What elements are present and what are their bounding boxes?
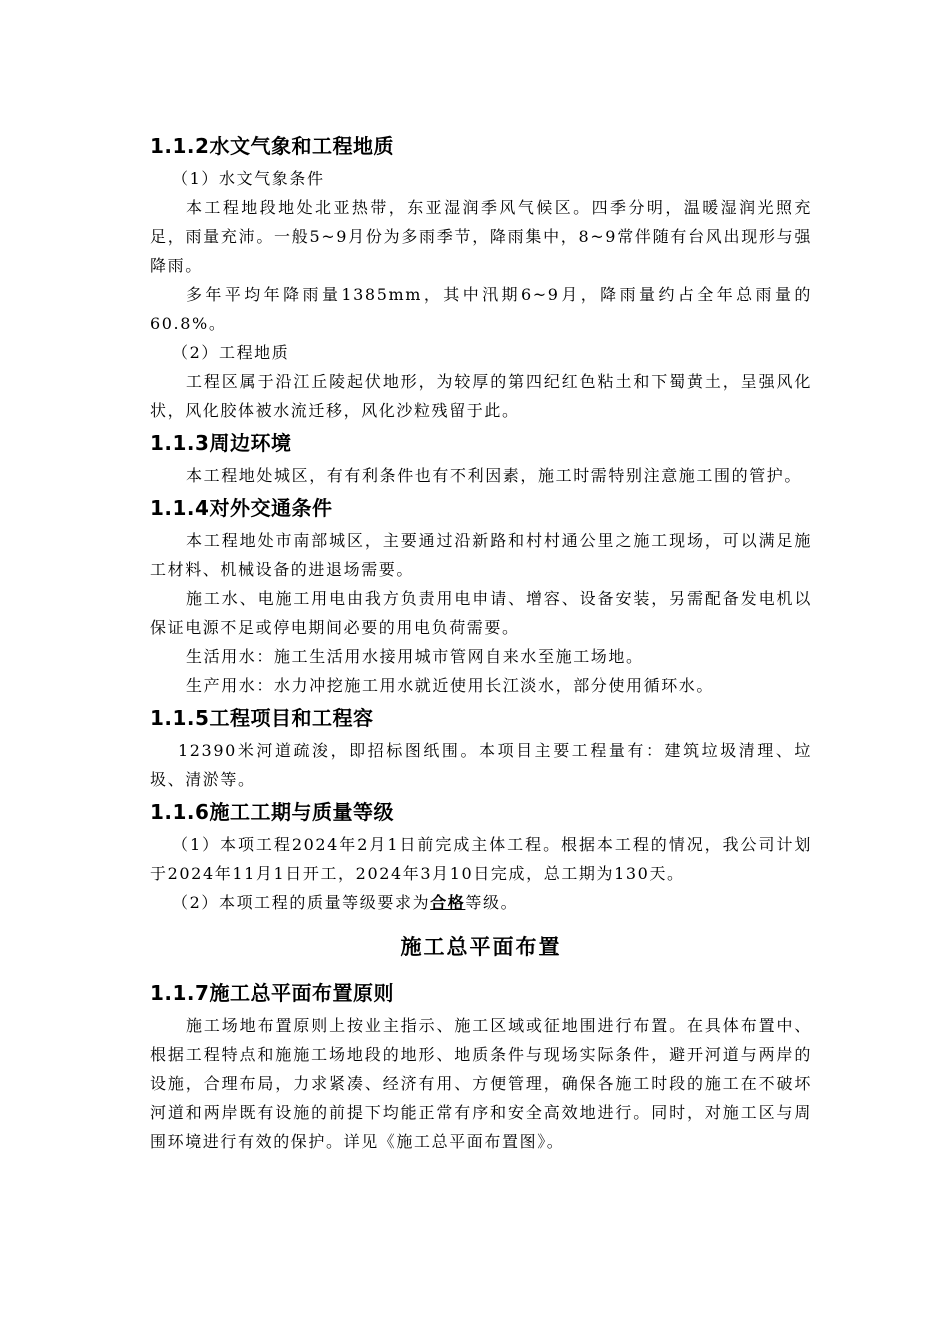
paragraph-rainfall: 多年平均年降雨量1385mm，其中汛期6~9月，降雨量约占全年总雨量的60.8%。 — [150, 285, 812, 333]
heading-1-1-5: 1.1.5工程项目和工程容 — [150, 706, 374, 730]
quality-text-post: 等级。 — [465, 893, 519, 912]
heading-1-1-3: 1.1.3周边环境 — [150, 431, 292, 455]
quality-text-pre: （2）本项工程的质量等级要求为 — [172, 893, 431, 912]
heading-1-1-7: 1.1.7施工总平面布置原则 — [150, 981, 394, 1005]
heading-1-1-4: 1.1.4对外交通条件 — [150, 496, 333, 520]
paragraph-traffic: 本工程地处市南部城区，主要通过沿新路和村村通公里之施工现场，可以满足施工材料、机械设备的进退场需要。 — [150, 531, 812, 579]
section-title: 施工总平面布置 — [400, 935, 562, 959]
paragraph-surroundings: 本工程地处城区，有有利条件也有不利因素，施工时需特别注意施工围的管护。 — [186, 466, 803, 485]
paragraph-geology: 工程区属于沿江丘陵起伏地形，为较厚的第四纪红色粘土和下蜀黄土，呈强风化状，风化胶体被水流迁移，风化沙粒残留于此。 — [150, 372, 812, 420]
document-body — [150, 128, 812, 1156]
paragraph-layout-principle: 施工场地布置原则上按业主指示、施工区域或征地围进行布置。在具体布置中、根据工程特点和施施工场地段的地形、地质条件与现场实际条件，避开河道与两岸的设施，合理布局，力求紧凑、经济有用、方便管理，确保各施工时段的施工在不破坏河道和两岸既有设施的前提下均能正常有序和安全高效地进行。同时，对施工区与周围环境进行有效的保护。详见《施工总平面布置图》。 — [150, 1016, 812, 1151]
paragraph-schedule: （1）本项工程2024年2月1日前完成主体工程。根据本工程的情况，我公司计划于2024年11月1日开工，2024年3月10日完成，总工期为130天。 — [150, 835, 812, 883]
paragraph-power: 施工水、电施工用电由我方负责用电申请、增容、设备安装，另需配备发电机以保证电源不足或停电期间必要的用电负荷需要。 — [150, 589, 812, 637]
quality-grade: 合格 — [430, 893, 466, 912]
subheading-hydrology: （1）水文气象条件 — [172, 169, 325, 188]
paragraph-production-water: 生产用水：水力冲挖施工用水就近使用长江淡水，部分使用循环水。 — [186, 676, 715, 695]
heading-1-1-6: 1.1.6施工工期与质量等级 — [150, 800, 394, 824]
paragraph-quality — [150, 888, 812, 917]
paragraph-climate: 本工程地段地处北亚热带，东亚湿润季风气候区。四季分明，温暖湿润光照充足，雨量充沛。一般5~9月份为多雨季节，降雨集中，8~9常伴随有台风出现形与强降雨。 — [150, 198, 812, 275]
paragraph-project-scope: 12390米河道疏浚，即招标图纸围。本项目主要工程量有：建筑垃圾清理、垃圾、清淤等。 — [150, 741, 812, 789]
paragraph-domestic-water: 生活用水：施工生活用水接用城市管网自来水至施工场地。 — [186, 647, 644, 666]
heading-1-1-2: 1.1.2水文气象和工程地质 — [150, 134, 394, 158]
subheading-geology: （2）工程地质 — [172, 343, 290, 362]
